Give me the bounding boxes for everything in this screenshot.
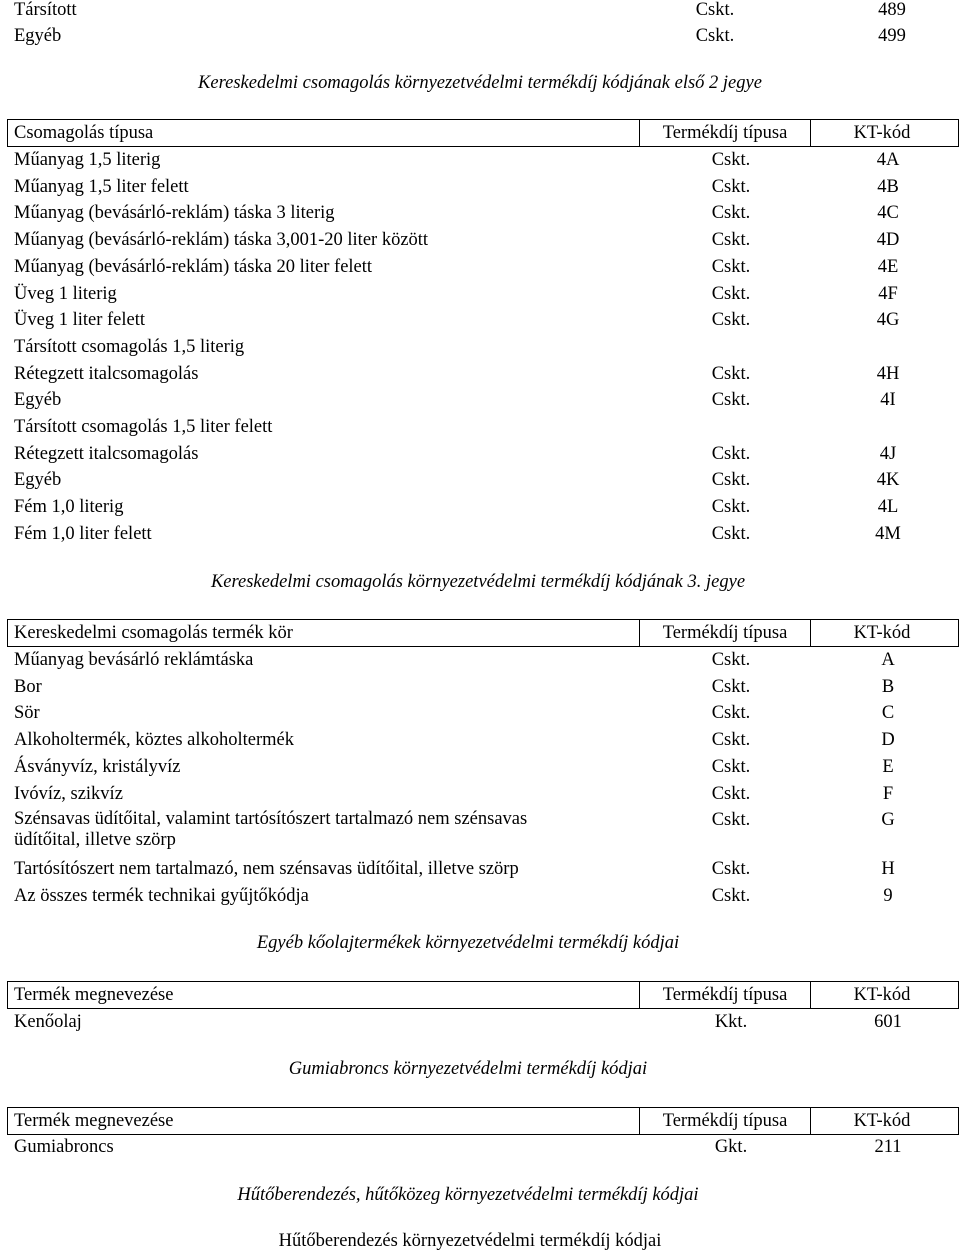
row-type: Cskt. (711, 859, 751, 880)
table-header (7, 119, 959, 147)
row-code: 4K (876, 470, 900, 491)
header-col-3: KT-kód (853, 1111, 911, 1131)
row-code: 4F (878, 283, 898, 304)
row-code: 4C (877, 203, 899, 224)
section-title: Egyéb kőolajtermékek környezetvédelmi termékdíj kódjai (256, 933, 680, 953)
row-name: Társított csomagolás 1,5 liter felett (14, 417, 273, 437)
table-row (7, 227, 959, 254)
table-row (7, 361, 959, 388)
row-type: Cskt. (711, 730, 751, 751)
table-row (7, 281, 959, 308)
row-type: Cskt. (711, 470, 751, 491)
table-row (7, 856, 959, 883)
table-row (7, 200, 959, 227)
row-code: G (881, 810, 895, 831)
section-title: Kereskedelmi csomagolás környezetvédelmi termékdíj kódjának 3. jegye (210, 572, 746, 592)
row-code: A (881, 650, 895, 670)
row-name: Alkoholtermék, köztes alkoholtermék (14, 730, 294, 751)
row-type: Cskt. (695, 26, 735, 46)
table-header (7, 981, 959, 1009)
table-header (7, 1107, 959, 1135)
row-code: 4H (876, 363, 900, 384)
row-name: Egyéb (14, 470, 62, 491)
row-name: Fém 1,0 literig (14, 497, 124, 518)
table-row (7, 521, 959, 548)
header-col-2: Termékdíj típusa (639, 982, 811, 1008)
table-row (7, 387, 959, 414)
row-name: Műanyag bevásárló reklámtáska (14, 650, 254, 670)
row-name: Sör (14, 703, 40, 724)
row-code: 4B (877, 176, 899, 197)
table-row (7, 147, 959, 174)
header-col-1: Termék megnevezése (14, 985, 174, 1005)
row-name: Bor (14, 676, 42, 697)
header-col-1: Kereskedelmi csomagolás termék kör (14, 623, 293, 643)
row-code: E (882, 756, 894, 777)
row-type: Cskt. (711, 390, 751, 411)
row-code: C (881, 703, 895, 724)
row-type: Cskt. (711, 176, 751, 197)
row-name: Egyéb (14, 26, 62, 46)
row-name: Társított csomagolás 1,5 literig (14, 336, 245, 357)
row-type: Cskt. (711, 885, 751, 906)
header-col-2: Termékdíj típusa (639, 620, 811, 646)
row-name: Üveg 1 literig (14, 283, 117, 304)
table-row (7, 883, 959, 910)
row-name: Az összes termék technikai gyűjtőkódja (14, 885, 309, 906)
table-row (7, 23, 959, 50)
row-type: Cskt. (711, 703, 751, 724)
row-type: Cskt. (711, 650, 751, 670)
header-col-3: KT-kód (853, 623, 911, 643)
table-row (7, 174, 959, 201)
table-row (7, 0, 959, 24)
row-code: 4I (880, 390, 896, 411)
row-code: D (881, 730, 895, 751)
section-title: Kereskedelmi csomagolás környezetvédelmi termékdíj kódjának első 2 jegye (198, 73, 762, 93)
row-type: Cskt. (711, 783, 751, 804)
row-type: Cskt. (711, 497, 751, 518)
row-type: Cskt. (695, 0, 735, 20)
row-type: Kkt. (714, 1012, 748, 1032)
row-name: Rétegzett italcsomagolás (14, 363, 199, 384)
row-name: Műanyag 1,5 literig (14, 150, 161, 170)
row-name: Műanyag (bevásárló-reklám) táska 20 liter felett (14, 256, 373, 277)
table-row (7, 334, 959, 361)
row-type: Cskt. (711, 756, 751, 777)
row-name: Műanyag 1,5 liter felett (14, 176, 189, 197)
table-row (7, 307, 959, 334)
row-type: Cskt. (711, 203, 751, 224)
header-col-2: Termékdíj típusa (639, 1108, 811, 1134)
row-code: 211 (874, 1137, 902, 1157)
section-title: Hűtőberendezés, hűtőközeg környezetvédelmi termékdíj kódjai (237, 1185, 699, 1205)
table-row (7, 1009, 959, 1036)
header-col-1: Csomagolás típusa (14, 123, 154, 143)
row-code: F (882, 783, 894, 804)
row-code: 4D (876, 230, 900, 251)
row-name: Fém 1,0 liter felett (14, 523, 152, 544)
row-name: Műanyag (bevásárló-reklám) táska 3,001-20 liter között (14, 230, 429, 251)
row-code: B (881, 676, 895, 697)
row-type: Cskt. (711, 310, 751, 331)
header-col-1: Termék megnevezése (14, 1111, 174, 1131)
row-code: 4G (876, 310, 900, 331)
row-code: 4M (875, 523, 901, 544)
row-type: Cskt. (711, 230, 751, 251)
row-type: Gkt. (714, 1137, 748, 1157)
table-row (7, 727, 959, 754)
table-row (7, 674, 959, 701)
row-type: Cskt. (711, 256, 751, 277)
table-row (7, 754, 959, 781)
row-name: Ásványvíz, kristályvíz (14, 756, 181, 777)
row-type: Cskt. (711, 363, 751, 384)
row-code: H (881, 859, 895, 880)
row-type: Cskt. (711, 523, 751, 544)
row-code: 4A (876, 150, 900, 170)
row-type: Cskt. (711, 150, 751, 170)
table-row (7, 494, 959, 521)
row-code: 4J (879, 443, 897, 464)
section-title: Gumiabroncs környezetvédelmi termékdíj kódjai (288, 1059, 648, 1079)
table-row (7, 807, 959, 855)
row-code: 4L (877, 497, 899, 518)
row-code: 489 (878, 0, 906, 20)
row-code: 4E (877, 256, 899, 277)
table-row (7, 467, 959, 494)
row-code: 9 (883, 885, 893, 906)
row-name: Szénsavas üdítőital, valamint tartósítószert tartalmazó nem szénsavas üdítőital, illetve szörp (14, 809, 528, 851)
row-name: Üveg 1 liter felett (14, 310, 145, 331)
row-name: Ivóvíz, szikvíz (14, 783, 123, 804)
row-name: Egyéb (14, 390, 62, 411)
table-row (7, 441, 959, 468)
table-row (7, 700, 959, 727)
table-row (7, 254, 959, 281)
row-name: Rétegzett italcsomagolás (14, 443, 199, 464)
header-col-3: KT-kód (853, 123, 911, 143)
row-name: Gumiabroncs (14, 1137, 114, 1157)
header-col-2: Termékdíj típusa (639, 120, 811, 146)
row-type: Cskt. (711, 443, 751, 464)
row-name: Kenőolaj (14, 1012, 82, 1032)
row-type: Cskt. (711, 676, 751, 697)
header-col-3: KT-kód (853, 985, 911, 1005)
row-name: Műanyag (bevásárló-reklám) táska 3 literig (14, 203, 335, 224)
table-row (7, 414, 959, 441)
row-code: 601 (874, 1012, 902, 1032)
table-row (7, 781, 959, 808)
row-name: Tartósítószert nem tartalmazó, nem szénsavas üdítőital, illetve szörp (14, 859, 519, 880)
row-type: Cskt. (711, 810, 751, 831)
row-type: Cskt. (711, 283, 751, 304)
row-code: 499 (878, 26, 906, 46)
table-header (7, 619, 959, 647)
row-name: Társított (14, 0, 77, 20)
section-title: Hűtőberendezés környezetvédelmi termékdíj kódjai (278, 1231, 662, 1251)
table-row (7, 1134, 959, 1161)
table-row (7, 647, 959, 674)
